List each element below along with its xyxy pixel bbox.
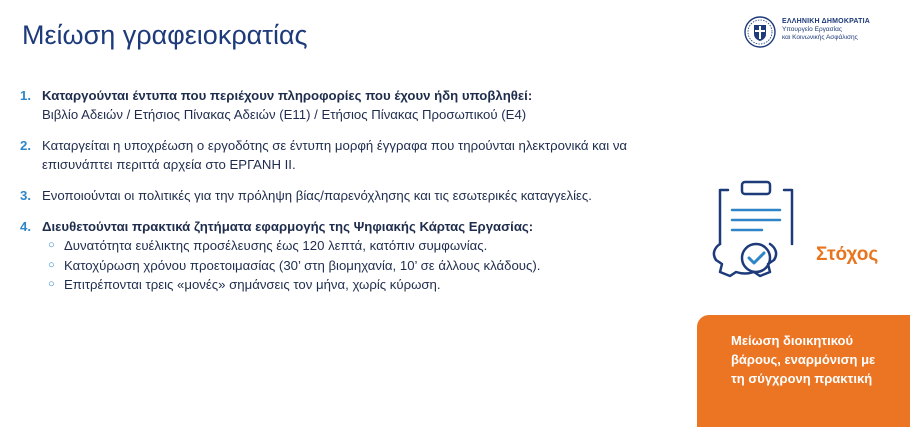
list-item [20, 86, 680, 124]
goal-label: Στόχος [816, 244, 879, 265]
measures-list [20, 86, 680, 307]
circle-bullet-icon: ○ [48, 239, 55, 251]
item-number: 2. [20, 138, 31, 153]
goal-text: Μείωση διοικητικού βάρους, εναρμόνιση με τη σύγχρονη πρακτική [731, 333, 876, 386]
greek-emblem-icon [744, 16, 776, 48]
logo-line-2: Υπουργείο Εργασίας [782, 26, 842, 33]
item-number: 3. [20, 188, 31, 203]
page-title: Μείωση γραφειοκρατίας [22, 20, 308, 50]
circle-bullet-icon: ○ [48, 278, 55, 290]
item-number: 1. [20, 88, 31, 103]
list-item [20, 186, 680, 205]
sub-list [42, 236, 680, 295]
item-heading: Διευθετούνται πρακτικά ζητήματα εφαρμογής της Ψηφιακής Κάρτας Εργασίας: [42, 219, 534, 234]
item-text: Βιβλίο Αδειών / Ετήσιος Πίνακας Αδειών (Ε11) / Ετήσιος Πίνακας Προσωπικού (Ε4) [42, 107, 527, 122]
sub-list-item [48, 256, 680, 276]
sub-item-text: Κατοχύρωση χρόνου προετοιμασίας (30’ στη βιομηχανία, 10’ σε άλλους κλάδους). [64, 257, 541, 273]
logo-line-3: και Κοινωνικής Ασφάλισης [782, 34, 858, 41]
circle-bullet-icon: ○ [48, 258, 55, 271]
logo-line-1: ΕΛΛΗΝΙΚΗ ΔΗΜΟΚΡΑΤΙΑ [782, 18, 870, 25]
sub-item-text: Επιτρέπονται τρεις «μονές» σημάνσεις τον μήνα, χωρίς κύρωση. [64, 277, 441, 292]
sub-list-item [48, 236, 680, 256]
item-number: 4. [20, 219, 31, 234]
sub-list-item [48, 275, 680, 295]
clipboard-checklist-gear-icon [706, 176, 806, 288]
list-item [20, 136, 680, 174]
item-text: Καταργείται η υποχρέωση ο εργοδότης σε έντυπη μορφή έγγραφα που τηρούνται ηλεκτρονικά και να επισυνάπτει περιττά αρχεία στο ΕΡΓΑΝΗ ΙΙ. [42, 138, 628, 172]
item-text: Ενοποιούνται οι πολιτικές για την πρόληψη βίας/παρενόχλησης και τις εσωτερικές καταγγελίες. [42, 188, 592, 203]
goal-box [697, 315, 910, 427]
list-item [20, 217, 680, 295]
sub-item-text: Δυνατότητα ευέλικτης προσέλευσης έως 120 λεπτά, κατόπιν συμφωνίας. [64, 238, 488, 253]
ministry-logo [744, 16, 904, 50]
item-heading: Καταργούνται έντυπα που περιέχουν πληροφορίες που έχουν ήδη υποβληθεί: [42, 88, 533, 103]
